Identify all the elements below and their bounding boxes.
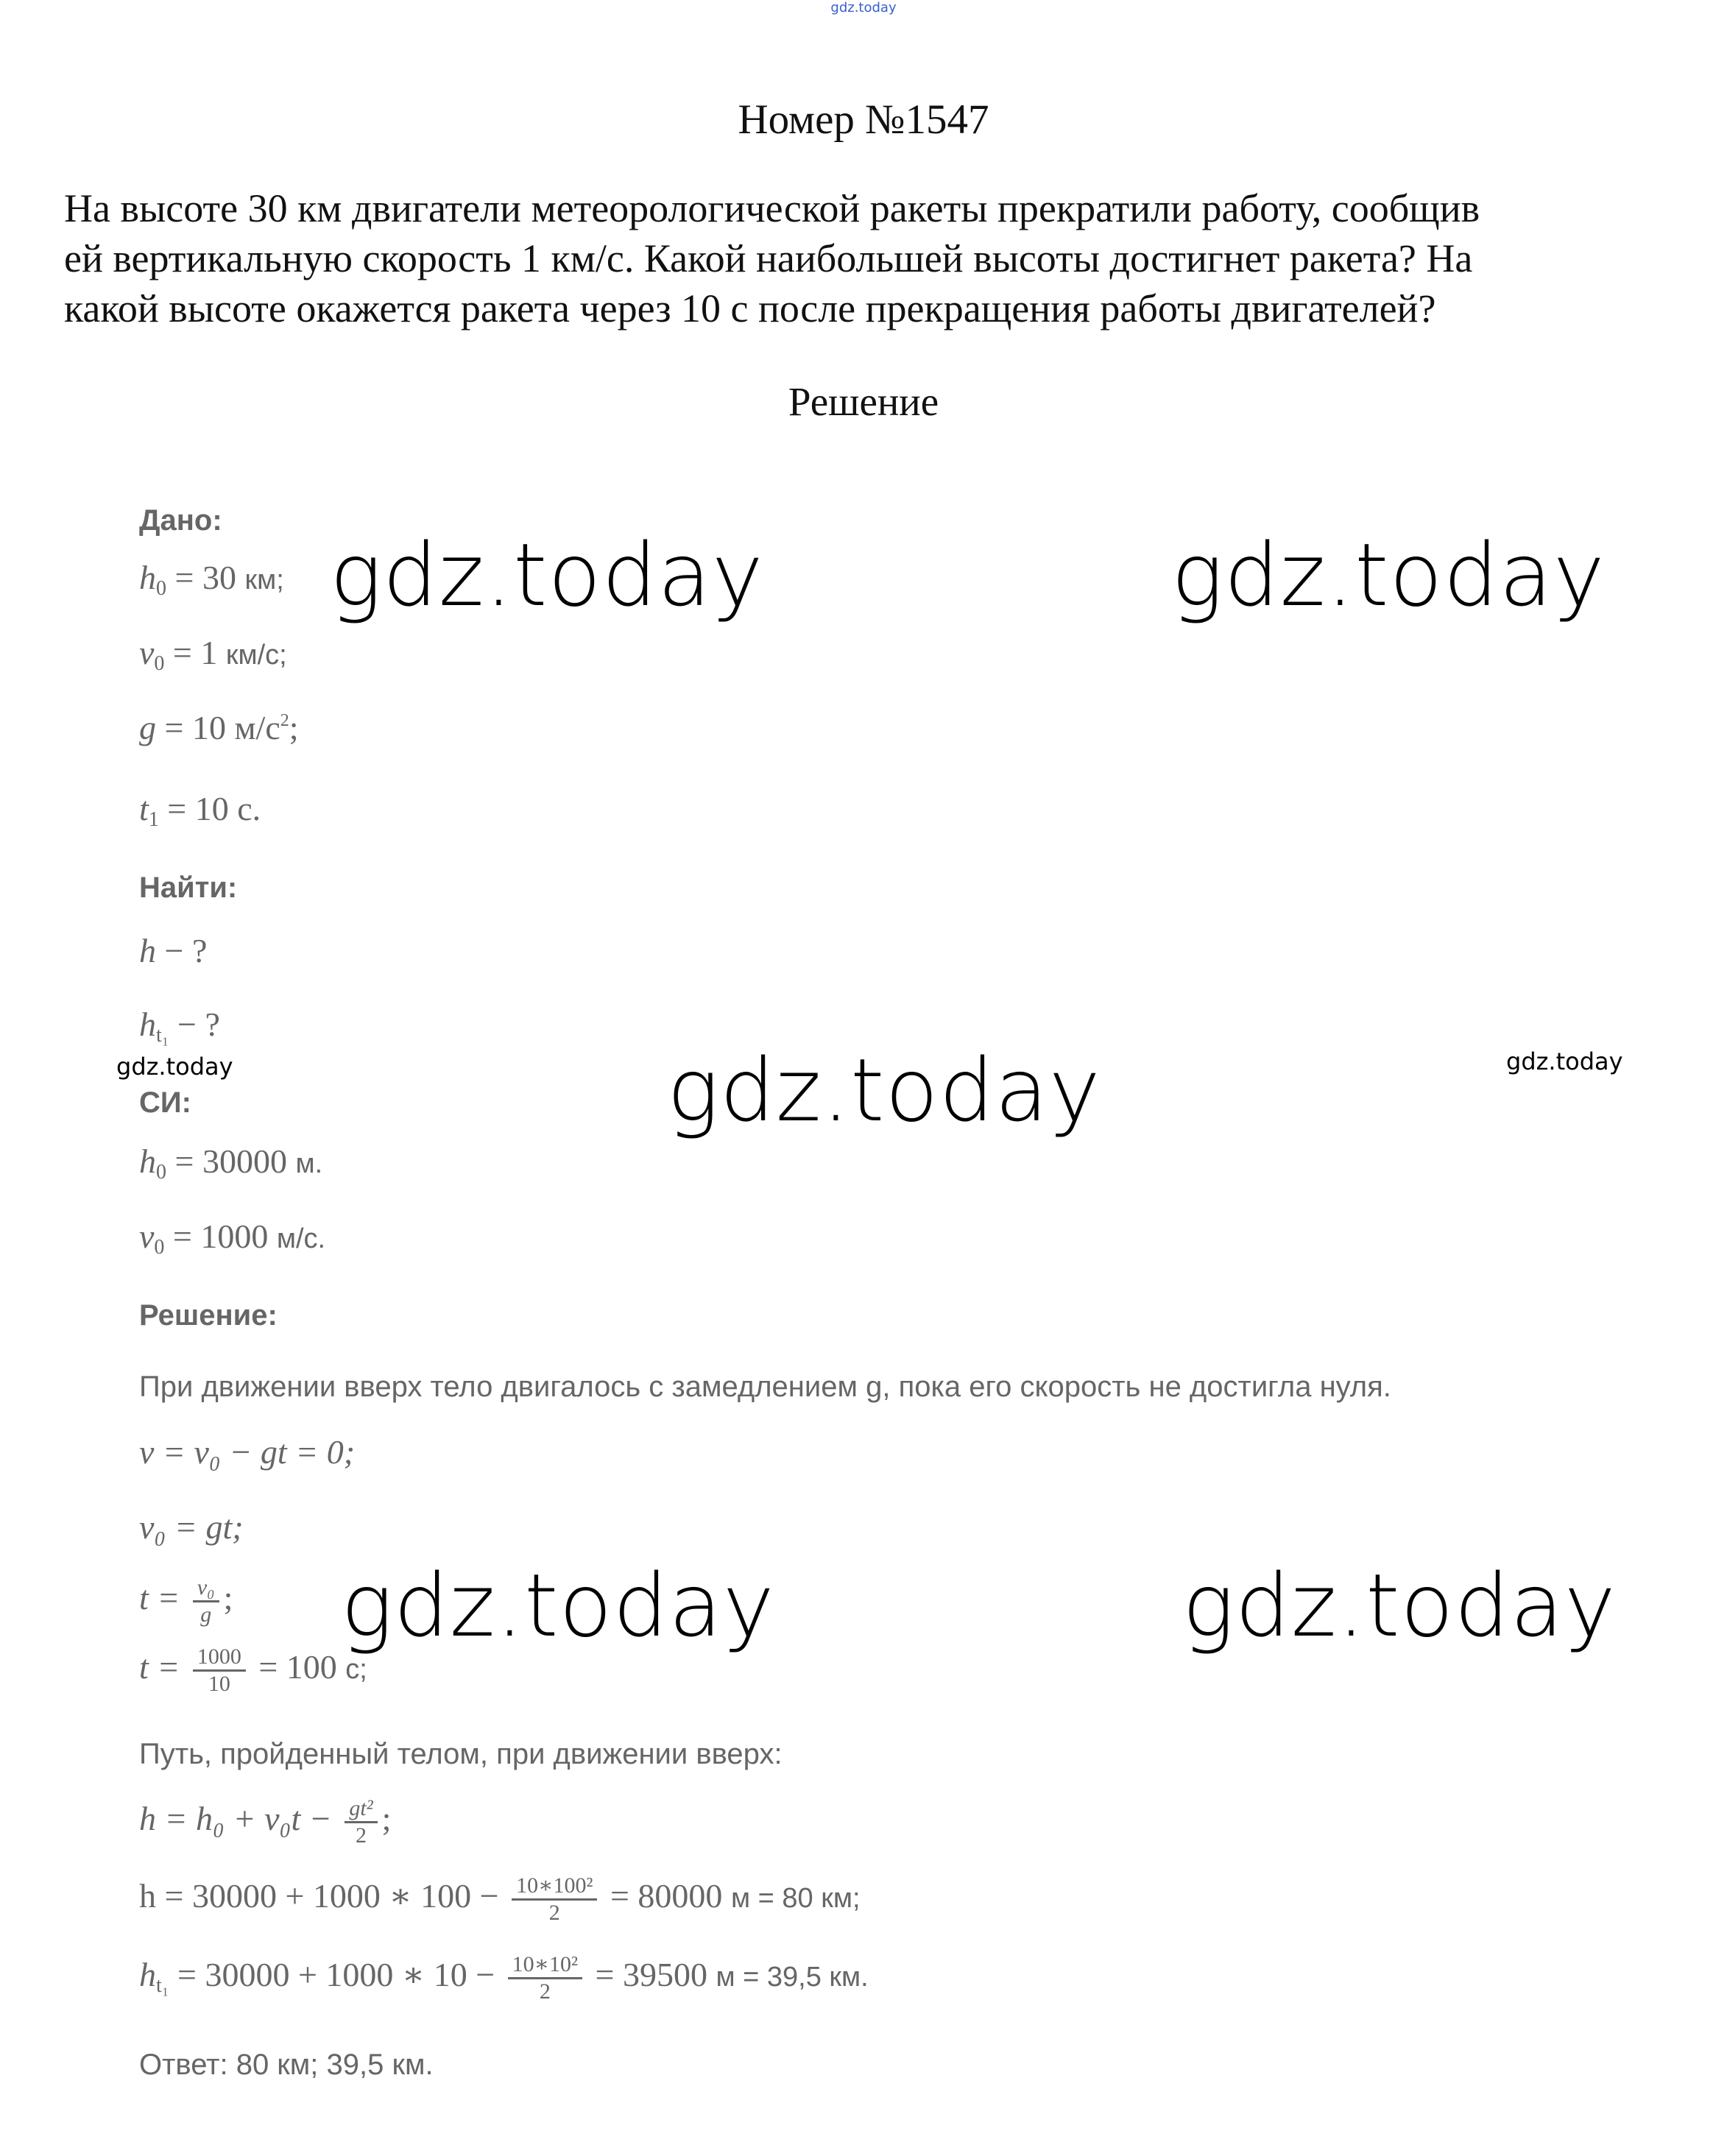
sub: t₁: [156, 1024, 169, 1047]
fraction: [512, 1873, 597, 1926]
si-label: СИ:: [139, 1086, 191, 1119]
sub: 0: [154, 1236, 165, 1259]
formula-ht1-value: [139, 1952, 869, 2004]
find-ht1: [139, 1005, 220, 1047]
lhs: h = 30000 + 1000 ∗ 100 −: [139, 1877, 508, 1915]
formula-h-value: [139, 1873, 861, 1926]
rhs: = 80000: [601, 1877, 731, 1915]
problem-line: ей вертикальную скорость 1 км/с. Какой наибольшей высоты достигнет ракета? На: [64, 236, 1473, 280]
numerator: 1000: [193, 1644, 246, 1672]
eq: = 10 м/с: [156, 709, 280, 746]
unit: м/с.: [276, 1223, 326, 1254]
denominator: 2: [548, 1901, 560, 1925]
solve-label: Решение:: [139, 1299, 278, 1332]
var: t: [139, 790, 149, 827]
end: ;: [289, 709, 299, 746]
unit: км/с;: [225, 640, 287, 671]
given-t1: [139, 789, 261, 832]
fraction: [193, 1575, 219, 1627]
watermark: gdz.today: [330, 524, 764, 626]
si-h0: [139, 1142, 322, 1184]
eq: = 1000: [164, 1217, 277, 1255]
var: h: [139, 1005, 156, 1043]
formula-h: [139, 1796, 391, 1848]
sup: 2: [280, 711, 289, 730]
watermark: gdz.today: [1171, 524, 1606, 626]
eq: − ?: [169, 1005, 220, 1043]
lhs: h = h₀ + v₀t −: [139, 1800, 341, 1838]
eq: = 1: [164, 634, 226, 671]
rhs: = 39500: [587, 1956, 716, 1994]
given-label: Дано:: [139, 504, 222, 537]
lhs: t =: [139, 1579, 188, 1617]
unit: м.: [295, 1148, 323, 1179]
sub: 0: [156, 577, 166, 600]
fraction: [345, 1796, 377, 1848]
denominator: 2: [539, 1979, 551, 2004]
numerator: gt²: [345, 1796, 377, 1823]
path-text: Путь, пройденный телом, при движении вверх:: [139, 1738, 783, 1770]
eq: = 30: [166, 559, 245, 596]
given-g: [139, 708, 299, 747]
denominator: 10: [208, 1672, 230, 1696]
denominator: g: [200, 1602, 212, 1627]
watermark-small: gdz.today: [116, 1053, 233, 1081]
var: g: [139, 709, 156, 746]
find-h: [139, 931, 207, 970]
var: h: [139, 1142, 156, 1180]
denominator: 2: [355, 1823, 367, 1848]
unit: м = 80 км;: [730, 1883, 861, 1915]
lhs: = 30000 + 1000 ∗ 10 −: [169, 1956, 504, 1994]
unit: м = 39,5 км.: [716, 1962, 869, 1993]
answer-text: Ответ: 80 км; 39,5 км.: [139, 2049, 434, 2081]
end: ;: [223, 1579, 233, 1617]
given-v0: [139, 633, 287, 676]
watermark: gdz.today: [341, 1555, 775, 1656]
explanation-text: При движении вверх тело двигалось с замедлением g, пока его скорость не достигла нуля.: [139, 1371, 1391, 1403]
numerator: 10∗100²: [512, 1873, 597, 1901]
problem-line: На высоте 30 км двигатели метеорологической ракеты прекратили работу, сообщив: [64, 186, 1480, 230]
watermark-small: gdz.today: [1506, 1047, 1623, 1075]
rhs: = 100: [250, 1648, 346, 1686]
var: h: [139, 559, 156, 596]
formula-v0: v₀ = gt;: [139, 1508, 244, 1546]
top-watermark: gdz.today: [830, 0, 897, 15]
var: v: [139, 1217, 155, 1255]
watermark: gdz.today: [667, 1039, 1101, 1141]
sub: t₁: [156, 1974, 169, 1998]
var: h: [139, 932, 156, 969]
lhs: t =: [139, 1648, 188, 1686]
sub: 0: [156, 1161, 166, 1184]
watermark: gdz.today: [1182, 1555, 1617, 1656]
var: h: [139, 1956, 156, 1994]
formula-t-value: [139, 1644, 367, 1697]
fraction: [193, 1644, 246, 1697]
si-v0: [139, 1217, 325, 1259]
sub: 1: [148, 808, 159, 831]
eq: = 10 с.: [158, 790, 261, 827]
solution-heading: Решение: [788, 379, 939, 424]
eq: − ?: [156, 932, 208, 969]
unit: с;: [345, 1654, 367, 1686]
given-h0: [139, 558, 284, 601]
unit: км;: [244, 565, 284, 595]
sub: 0: [154, 652, 165, 675]
problem-line: какой высоте окажется ракета через 10 с после прекращения работы двигателей?: [64, 286, 1436, 331]
formula-velocity: v = v₀ − gt = 0;: [139, 1433, 356, 1471]
end: ;: [381, 1800, 392, 1838]
find-label: Найти:: [139, 872, 238, 904]
page-title: Номер №1547: [738, 96, 989, 143]
eq: = 30000: [166, 1142, 296, 1180]
var: v: [139, 634, 155, 671]
fraction: [508, 1952, 582, 2004]
numerator: v₀: [193, 1575, 219, 1602]
numerator: 10∗10²: [508, 1952, 582, 1979]
formula-t: [139, 1575, 233, 1627]
